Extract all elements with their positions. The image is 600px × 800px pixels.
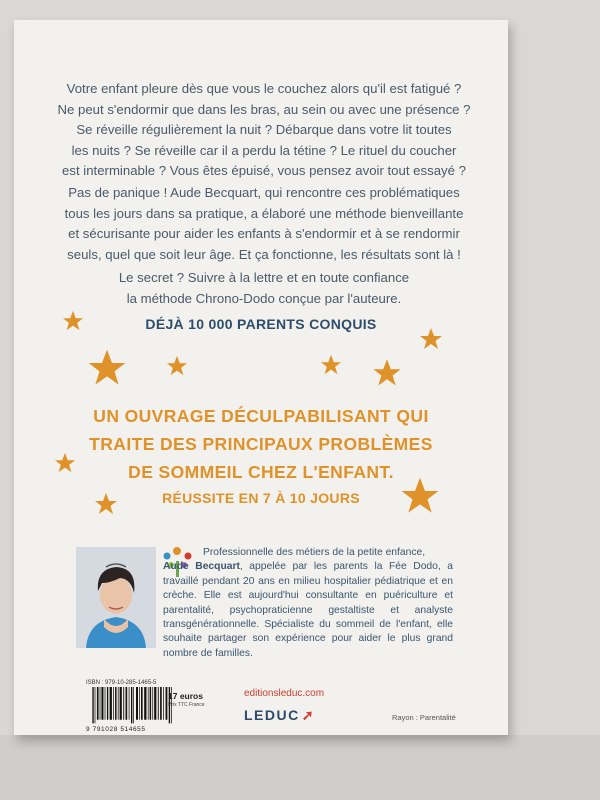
- headline-line: UN OUVRAGE DÉCULPABILISANT QUI: [93, 406, 429, 426]
- intro-line: Ne peut s'endormir que dans les bras, au sein ou avec une présence ?: [57, 101, 471, 117]
- star-icon: [62, 310, 84, 332]
- star-icon: [87, 348, 127, 388]
- headline: [14, 402, 508, 486]
- author-photo: [76, 547, 156, 648]
- method-paragraph: [54, 183, 474, 265]
- author-name: Aude Becquart: [163, 561, 240, 573]
- method-line: tous les jours dans sa pratique, a élaboré une méthode bienveillante: [64, 205, 464, 221]
- secret-line: Le secret ? Suivre à la lettre et en toute confiance: [118, 270, 410, 285]
- secret-line: la méthode Chrono-Dodo conçue par l'auteure.: [126, 290, 402, 306]
- publisher-website: editionsleduc.com: [244, 688, 325, 699]
- isbn-label: ISBN : 979-10-285-1465-5: [86, 680, 157, 686]
- parents-conquis-tagline: DÉJÀ 10 000 PARENTS CONQUIS: [145, 316, 377, 332]
- intro-line: Votre enfant pleure dès que vous le couchez alors qu'il est fatigué ?: [66, 81, 462, 96]
- price-note: Prix TTC France: [168, 702, 205, 708]
- rayon-label: Rayon : Parentalité: [392, 713, 456, 722]
- bio-intro: Professionnelle des métiers de la petite enfance,: [203, 547, 426, 558]
- book-back-cover: [14, 20, 508, 735]
- intro-line: est interminable ? Vous êtes épuisé, vous pensez avoir tout essayé ?: [62, 163, 466, 178]
- publisher-logo: [244, 707, 315, 724]
- price: 17 euros: [168, 691, 203, 701]
- headline-line: TRAITE DES PRINCIPAUX PROBLÈMES: [89, 434, 433, 454]
- reussite-tagline: RÉUSSITE EN 7 À 10 JOURS: [162, 490, 360, 506]
- star-icon: [166, 355, 188, 377]
- table-surface: [0, 735, 600, 800]
- arrow-icon: ➚: [301, 707, 315, 723]
- intro-paragraph: [54, 79, 474, 182]
- star-icon: [372, 358, 402, 388]
- star-icon: [419, 327, 443, 351]
- bio-text: , appelée par les parents la Fée Dodo, a travaillé pendant 20 ans en milieu hospitalier pédiatrique et en crèche. Elle est aujourd'hui consultante en puériculture et parentalité, psychopraticienne gestaltiste et analyste transgénérationnelle. Spécialiste du sommeil de l'enfant, elle souhaite partager son expérience pour aider le plus grand nombre de familles.: [163, 561, 453, 659]
- publisher-name: LEDUC: [244, 707, 300, 723]
- intro-line: Se réveille régulièrement la nuit ? Débarque dans votre lit toutes: [76, 122, 452, 137]
- method-line: seuls, quel que soit leur âge. Et ça fonctionne, les résultats sont là !: [67, 246, 461, 262]
- author-bio: [163, 546, 453, 661]
- barcode-number: 9 791028 514655: [86, 726, 146, 733]
- method-line: Pas de panique ! Aude Becquart, qui rencontre ces problématiques: [68, 185, 460, 200]
- headline-line: DE SOMMEIL CHEZ L'ENFANT.: [128, 462, 394, 482]
- star-icon: [320, 354, 342, 376]
- secret-paragraph: [54, 268, 474, 309]
- method-line: et sécurisante pour aider les enfants à s'endormir et à se rendormir: [68, 226, 460, 241]
- intro-line: les nuits ? Se réveille car il a perdu la tétine ? Le rituel du coucher: [71, 142, 457, 158]
